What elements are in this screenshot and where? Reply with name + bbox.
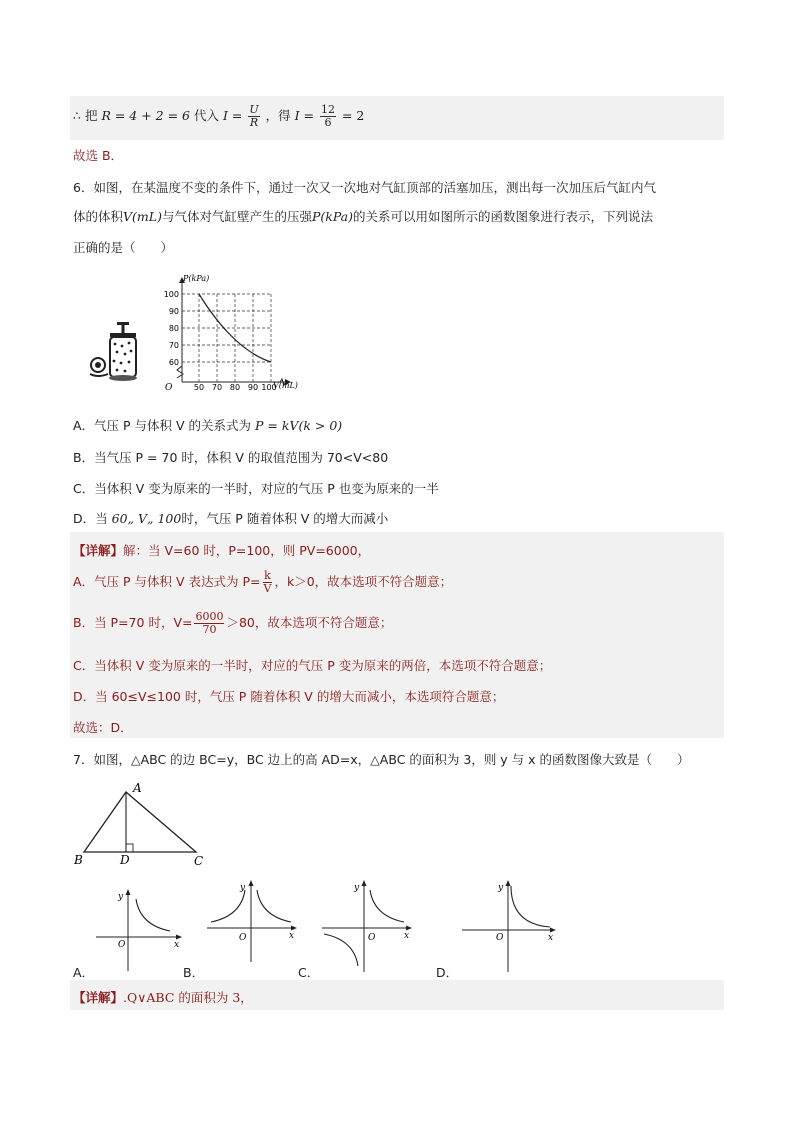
axis-origin: O: [496, 933, 504, 943]
cylinder-illustration: [86, 318, 146, 382]
q6-option-a: A．气压 P 与体积 V 的关系式为 P = kV(k > 0): [73, 418, 343, 433]
option-c-graph: [318, 876, 418, 976]
x-tick: 100: [261, 383, 277, 392]
fraction-u-over-r: $\frac{U}{R}$: [249, 103, 259, 129]
sol6-option-a: A．气压 P 与体积 V 表达式为 P= $\frac{k}{V}$ ，k＞0，故本选项不符合题意；: [73, 569, 453, 595]
sol6-answer: 故选：D．: [73, 720, 133, 735]
q7-option-c-label: C．: [298, 965, 320, 980]
triangle-abc-figure: [72, 780, 212, 870]
answer-b: 故选 B．: [73, 148, 124, 163]
fraction-6000-over-70: $\frac{6000}{70}$: [195, 610, 224, 636]
q6-option-b: B．当气压 P = 70 时，体积 V 的取值范围为 70<V<80: [73, 450, 389, 465]
vertex-a: A: [133, 781, 142, 795]
q7-option-b-label: B．: [183, 965, 205, 980]
x-tick: 50: [193, 383, 205, 392]
vertex-d: D: [120, 853, 130, 867]
axis-x: x: [404, 931, 410, 941]
axis-origin: O: [118, 940, 126, 950]
q6-line-3: 正确的是（ ）: [73, 240, 174, 255]
y-tick: 90: [168, 307, 179, 316]
vertex-b: B: [74, 853, 83, 867]
option-b-graph: [203, 876, 303, 966]
sol7-line: 【详解】.Q∨ABC 的面积为 3，: [73, 990, 253, 1005]
q6-option-d: D．当 60„ V„ 100时，气压 P 随着体积 V 的增大而减小: [73, 511, 389, 526]
graph-x-label: V(mL): [273, 381, 298, 390]
y-tick: 60: [168, 358, 179, 367]
q6-option-c: C．当体积 V 变为原来的一半时，对应的气压 P 也变为原来的一半: [73, 481, 439, 496]
x-tick: 70: [211, 383, 223, 392]
y-tick: 80: [168, 324, 179, 333]
axis-y: y: [498, 883, 504, 893]
axis-x: x: [174, 940, 180, 950]
axis-origin: O: [239, 933, 247, 943]
fraction-12-over-6: $\frac{12}{6}$: [320, 103, 335, 129]
q6-line-2: 体的体积V(mL)与气体对气缸壁产生的压强P(kPa)的关系可以用如图所示的函数图象进行表示，下列说法: [73, 209, 654, 224]
option-a-graph: [92, 885, 188, 975]
x-tick: 80: [229, 383, 241, 392]
q7-option-d-label: D．: [436, 965, 459, 980]
axis-x: x: [548, 933, 554, 943]
sol6-option-b: B．当 P=70 时，V= $\frac{6000}{70}$ ＞80，故本选项不符合题意；: [73, 610, 393, 636]
graph-y-label: P(kPa): [183, 274, 210, 283]
sol6-option-d: D．当 60≤V≤100 时，气压 P 随着体积 V 的增大而减小，本选项符合题意；: [73, 689, 505, 704]
axis-y: y: [240, 883, 246, 893]
option-d-graph: [458, 876, 562, 976]
q7-question: 7．如图，△ABC 的边 BC=y，BC 边上的高 AD=x，△ABC 的面积为 3，则 y 与 x 的函数图像大致是（ ）: [73, 752, 690, 767]
axis-y: y: [118, 892, 124, 902]
q6-line-1: 6．如图，在某温度不变的条件下，通过一次又一次地对气缸顶部的活塞加压，测出每一次加压后气缸内气: [73, 180, 656, 195]
sol6-line-1: 【详解】解：当 V=60 时，P=100，则 PV=6000，: [73, 543, 371, 558]
axis-origin: O: [368, 933, 376, 943]
fraction-k-over-v: $\frac{k}{V}$: [263, 569, 272, 595]
axis-y: y: [354, 883, 360, 893]
pressure-volume-graph: [155, 270, 315, 392]
vertex-c: C: [194, 854, 204, 868]
q7-option-a-label: A．: [73, 965, 95, 980]
x-tick: 90: [247, 383, 259, 392]
graph-origin: O: [165, 383, 173, 392]
solution-formula-line: ∴ 把 R = 4 + 2 = 6 代入 I = $\frac{U}{R}$ ，得 I = $\frac{12}{6}$ = 2: [73, 103, 365, 129]
axis-x: x: [289, 931, 295, 941]
sol6-option-c: C．当体积 V 变为原来的一半时，对应的气压 P 变为原来的两倍，本选项不符合题意；: [73, 658, 552, 673]
y-tick: 100: [163, 290, 179, 299]
y-tick: 70: [168, 341, 179, 350]
